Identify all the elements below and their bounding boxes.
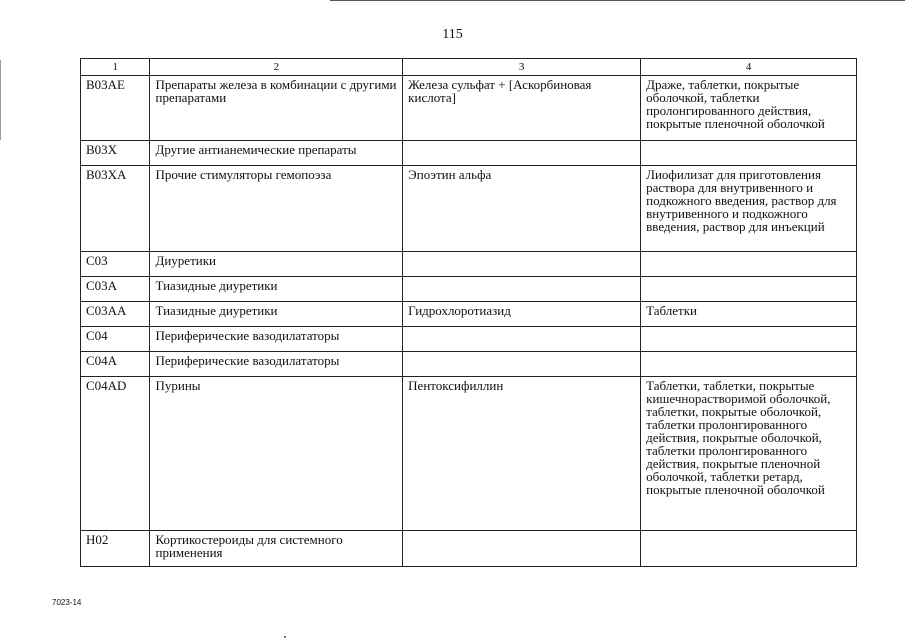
column-header-1: 1 [81, 59, 150, 76]
group-name-cell: Пурины [150, 377, 403, 531]
dosage-form-cell [641, 531, 857, 567]
dosage-form-cell [641, 252, 857, 277]
dosage-form-cell [641, 277, 857, 302]
atc-code-cell: C03A [81, 277, 150, 302]
dosage-form-cell [641, 141, 857, 166]
table-row [81, 76, 857, 141]
group-name-cell: Периферические вазодилататоры [150, 327, 403, 352]
atc-code-cell: B03XA [81, 166, 150, 252]
atc-code-cell: C04AD [81, 377, 150, 531]
table-row [81, 277, 857, 302]
drug-classification-table [80, 58, 857, 567]
dosage-form-cell: Лиофилизат для приготовления раствора для внутривенного и подкожного введения, раствор для внутривенного и подкожного введения, раствор для инъекций [641, 166, 857, 252]
atc-code-cell: B03AE [81, 76, 150, 141]
table-row [81, 352, 857, 377]
drug-name-cell: Эпоэтин альфа [403, 166, 641, 252]
drug-name-cell [403, 327, 641, 352]
column-header-3: 3 [403, 59, 641, 76]
table-row [81, 327, 857, 352]
group-name-cell: Диуретики [150, 252, 403, 277]
page-number: 115 [442, 27, 463, 42]
group-name-cell: Периферические вазодилататоры [150, 352, 403, 377]
table-row [81, 377, 857, 531]
atc-code-cell: C03AA [81, 302, 150, 327]
dosage-form-cell [641, 327, 857, 352]
atc-code-cell: C03 [81, 252, 150, 277]
group-name-cell: Кортикостероиды для системного применения [150, 531, 403, 567]
scan-left-edge [0, 60, 1, 140]
atc-code-cell: H02 [81, 531, 150, 567]
drug-name-cell: Пентоксифиллин [403, 377, 641, 531]
document-code: 7023-14 [52, 598, 82, 607]
table-row [81, 302, 857, 327]
table-row [81, 531, 857, 567]
dosage-form-cell [641, 352, 857, 377]
drug-name-cell [403, 352, 641, 377]
drug-name-cell: Гидрохлоротиазид [403, 302, 641, 327]
drug-name-cell [403, 141, 641, 166]
dosage-form-cell: Драже, таблетки, покрытые оболочкой, таблетки пролонгированного действия, покрытые пленочной оболочкой [641, 76, 857, 141]
group-name-cell: Другие антианемические препараты [150, 141, 403, 166]
drug-name-cell [403, 277, 641, 302]
atc-code-cell: C04A [81, 352, 150, 377]
group-name-cell: Прочие стимуляторы гемопоэза [150, 166, 403, 252]
drug-name-cell [403, 252, 641, 277]
dosage-form-cell: Таблетки [641, 302, 857, 327]
atc-code-cell: C04 [81, 327, 150, 352]
group-name-cell: Препараты железа в комбинации с другими препаратами [150, 76, 403, 141]
dosage-form-cell: Таблетки, таблетки, покрытые кишечнорастворимой оболочкой, таблетки, покрытые оболочкой, таблетки пролонгированного действия, покрытые оболочкой, таблетки пролонгированного действия, покрытые пленочной оболочкой, таблетки ретард, покрытые пленочной оболочкой [641, 377, 857, 531]
atc-code-cell: B03X [81, 141, 150, 166]
group-name-cell: Тиазидные диуретики [150, 277, 403, 302]
table-row [81, 252, 857, 277]
drug-name-cell: Железа сульфат + [Аскорбиновая кислота] [403, 76, 641, 141]
column-header-4: 4 [641, 59, 857, 76]
table-row [81, 141, 857, 166]
scan-artifact [284, 636, 286, 638]
column-header-2: 2 [150, 59, 403, 76]
drug-name-cell [403, 531, 641, 567]
group-name-cell: Тиазидные диуретики [150, 302, 403, 327]
top-border-line [330, 0, 905, 1]
header-row [81, 59, 857, 76]
table-row [81, 166, 857, 252]
